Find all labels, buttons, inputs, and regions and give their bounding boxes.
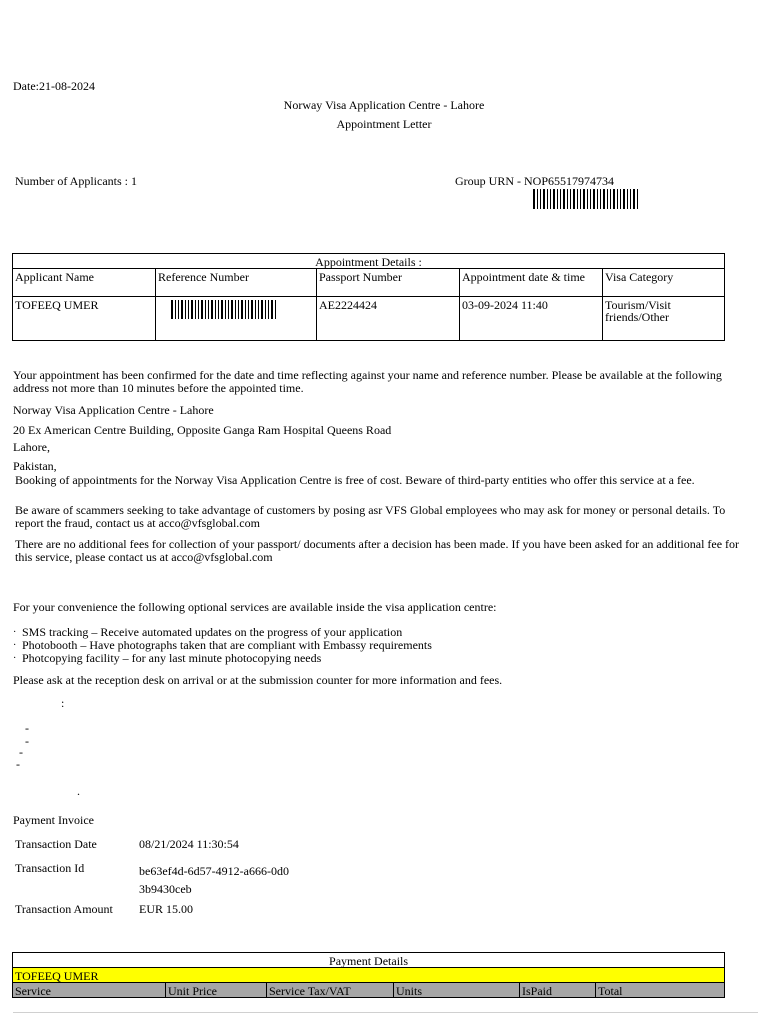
services-list bbox=[13, 626, 713, 665]
service-sms-tracking: SMS tracking – Receive automated updates on the progress of your application bbox=[22, 625, 403, 639]
address-line-4: Pakistan, bbox=[13, 459, 57, 473]
stray-dash: - bbox=[25, 721, 29, 735]
reference-number-cell bbox=[156, 297, 317, 341]
reception-note: Please ask at the reception desk on arrival or at the submission counter for more information and fees. bbox=[13, 673, 503, 687]
appointment-datetime-cell: 03-09-2024 11:40 bbox=[460, 297, 603, 341]
column-header-applicant-name: Applicant Name bbox=[13, 269, 156, 297]
letter-title: Appointment Letter bbox=[336, 117, 432, 131]
bullet-icon: · bbox=[13, 627, 17, 638]
confirmation-text: Your appointment has been confirmed for the date and time reflecting against your name and reference number. Please be available at the following address not more than 10 minutes before the appointed time. bbox=[13, 368, 722, 395]
column-header-service: Service bbox=[13, 983, 166, 998]
transaction-amount-label: Transaction Amount bbox=[15, 902, 113, 916]
payment-applicant-name: TOFEEQ UMER bbox=[13, 968, 725, 983]
table-row bbox=[13, 297, 725, 341]
bullet-icon: · bbox=[13, 640, 17, 651]
list-item bbox=[13, 652, 713, 665]
column-header-visa-category: Visa Category bbox=[603, 269, 725, 297]
free-booking-notice: Booking of appointments for the Norway Visa Application Centre is free of cost. Beware of third-party entities who offer this service at a fee. bbox=[15, 473, 695, 487]
address-line-1: Norway Visa Application Centre - Lahore bbox=[13, 403, 214, 417]
stray-dash: - bbox=[19, 745, 23, 759]
centre-title: Norway Visa Application Centre - Lahore bbox=[283, 98, 485, 112]
scam-warning: Be aware of scammers seeking to take advantage of customers by posing asr VFS Global employees who may ask for money or personal details. To report the fraud, contact us at acco@vfsglobal.com bbox=[15, 503, 726, 530]
stray-colon: : bbox=[61, 696, 65, 710]
transaction-date-label: Transaction Date bbox=[15, 837, 97, 851]
stray-dot: . bbox=[77, 784, 80, 798]
services-intro: For your convenience the following optional services are available inside the visa application centre: bbox=[13, 600, 497, 614]
column-header-appointment-datetime: Appointment date & time bbox=[460, 269, 603, 297]
stray-dash: - bbox=[25, 734, 29, 748]
address-line-3: Lahore, bbox=[13, 440, 50, 454]
column-header-total: Total bbox=[596, 983, 725, 998]
column-header-passport-number: Passport Number bbox=[317, 269, 460, 297]
address-line-2: 20 Ex American Centre Building, Opposite Ganga Ram Hospital Queens Road bbox=[13, 423, 392, 437]
passport-number-cell: AE2224424 bbox=[317, 297, 460, 341]
invoice-title: Payment Invoice bbox=[13, 813, 94, 827]
column-header-service-tax: Service Tax/VAT bbox=[267, 983, 394, 998]
transaction-date-value: 08/21/2024 11:30:54 bbox=[139, 837, 239, 851]
column-header-units: Units bbox=[394, 983, 520, 998]
number-of-applicants: Number of Applicants : 1 bbox=[15, 174, 137, 188]
bullet-icon: · bbox=[13, 653, 17, 664]
appointment-details-caption: Appointment Details : bbox=[13, 254, 725, 269]
payment-details-caption: Payment Details bbox=[13, 953, 725, 968]
column-header-unit-price: Unit Price bbox=[166, 983, 267, 998]
visa-category-cell: Tourism/Visit friends/Other bbox=[603, 297, 725, 341]
no-fees-notice: There are no additional fees for collection of your passport/ documents after a decision has been made. If you have been asked for an additional fee for this service, please contact us at acco@vfsglobal.com bbox=[15, 537, 740, 564]
group-urn-barcode-icon bbox=[532, 189, 641, 209]
stray-dash: - bbox=[16, 757, 20, 771]
service-photobooth: Photobooth – Have photographs taken that are compliant with Embassy requirements bbox=[22, 638, 432, 652]
applicant-name-cell: TOFEEQ UMER bbox=[13, 297, 156, 341]
reference-barcode-icon bbox=[158, 299, 314, 321]
page-divider bbox=[13, 1012, 758, 1013]
group-urn: Group URN - NOP65517974734 bbox=[455, 174, 614, 188]
letter-date: Date:21-08-2024 bbox=[13, 79, 95, 93]
payment-details-table bbox=[12, 952, 725, 998]
appointment-details-table bbox=[12, 253, 725, 341]
column-header-reference-number: Reference Number bbox=[156, 269, 317, 297]
transaction-id-label: Transaction Id bbox=[15, 861, 85, 875]
transaction-amount-value: EUR 15.00 bbox=[139, 902, 193, 916]
service-photocopying: Photcopying facility – for any last minute photocopying needs bbox=[22, 651, 322, 665]
column-header-ispaid: IsPaid bbox=[520, 983, 596, 998]
transaction-id-value: be63ef4d-6d57-4912-a666-0d03b9430ceb bbox=[139, 864, 289, 896]
